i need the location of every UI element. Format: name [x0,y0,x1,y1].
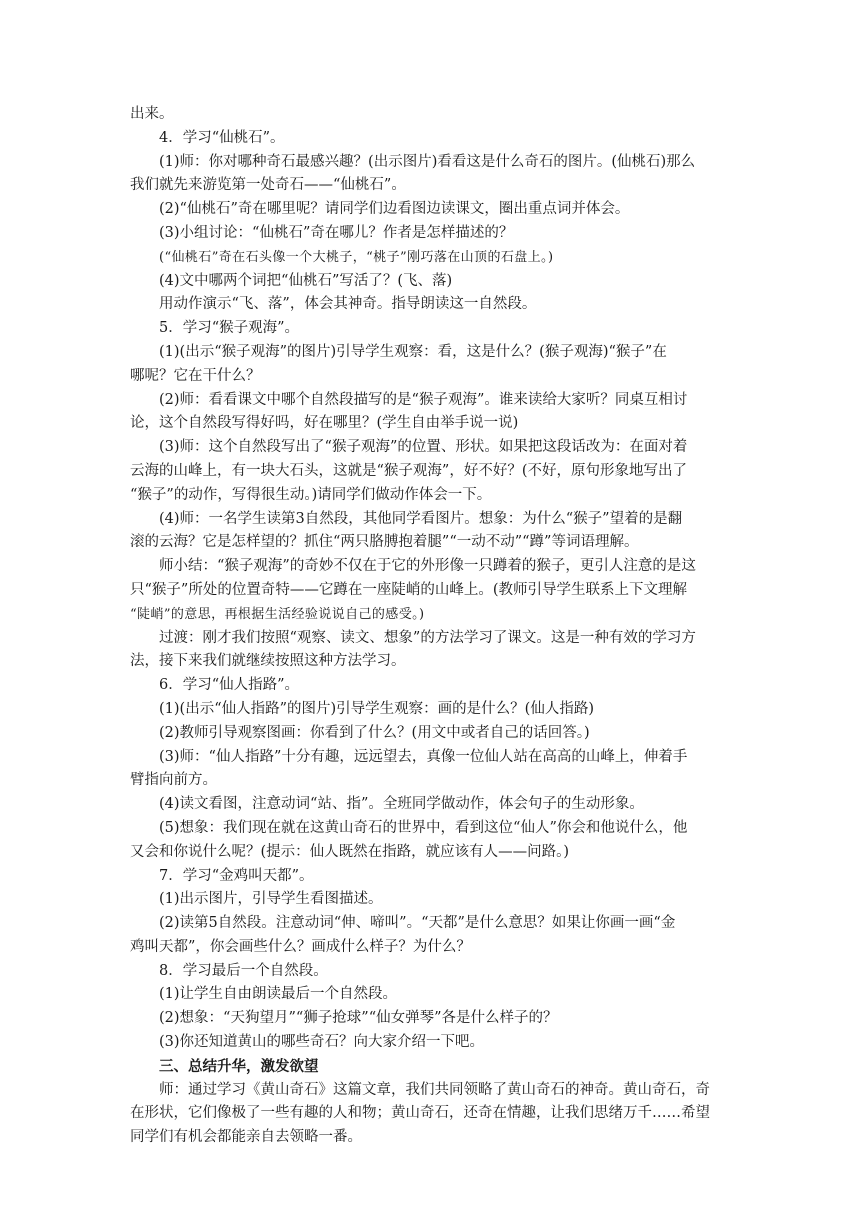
text-line: “陡峭”的意思，再根据生活经验说说自己的感受。) [130,606,425,622]
text-line: (1)(出示“猴子观海”的图片)引导学生观察：看，这是什么？(猴子观海)“猴子”在 [159,343,667,360]
text-line: (3)小组讨论：“仙桃石”奇在哪儿？作者是怎样描述的？ [159,224,514,241]
text-line: 8．学习最后一个自然段。 [159,962,328,979]
text-line: (1)让学生自由朗读最后一个自然段。 [159,986,398,1003]
text-line: (5)想象：我们现在就在这黄山奇石的世界中，看到这位“仙人”你会和他说什么，他 [159,819,688,836]
text-line: (3)师：这个自然段写出了“猴子观海”的位置、形状。如果把这段话改为：在面对着 [159,439,688,456]
text-line: (4)师：一名学生读第3自然段，其他同学看图片。想象：为什么“猴子”望着的是翻 [159,510,683,527]
text-line: 5．学习“猴子观海”。 [159,320,300,337]
text-line: 同学们有机会都能亲自去领略一番。 [130,1129,362,1146]
text-line: 滚的云海？它是怎样望的？抓住“两只胳膊抱着腿”“一动不动”“蹲”等词语理解。 [130,534,639,551]
text-line: 用动作演示“飞、落”，体会其神奇。指导朗读这一自然段。 [159,296,537,313]
text-line: 师小结：“猴子观海”的奇妙不仅在于它的外形像一只蹲着的猴子，更引人注意的是这 [159,558,696,575]
text-line: (4)读文看图，注意动词“站、指”。全班同学做动作，体会句子的生动形象。 [159,796,644,813]
text-line: (3)师：“仙人指路”十分有趣，远远望去，真像一位仙人站在高高的山峰上，伸着手 [159,748,688,765]
text-line: “猴子”的动作，写得很生动。)请同学们做动作体会一下。 [130,486,492,503]
text-line: 过渡：刚才我们按照“观察、读文、想象”的方法学习了课文。这是一种有效的学习方 [159,629,696,646]
text-line: (2)教师引导观察图画：你看到了什么？(用文中或者自己的话回答。) [159,724,590,741]
text-line: (2)想象：“天狗望月”“狮子抢球”“仙女弹琴”各是什么样子的？ [159,1010,558,1027]
text-line: 云海的山峰上，有一块大石头，这就是“猴子观海”，好不好？(不好，原句形象地写出了 [130,462,687,479]
text-line: (2)读第5自然段。注意动词“伸、啼叫”。“天都”是什么意思？如果让你画一画“金 [159,915,676,932]
text-line: 我们就先来游览第一处奇石——“仙桃石”。 [130,177,406,194]
text-line: (3)你还知道黄山的哪些奇石？向大家介绍一下吧。 [159,1034,485,1051]
text-line: 法，接下来我们就继续按照这种方法学习。 [130,653,406,670]
text-line: 4．学习“仙桃石”。 [159,129,285,146]
section-heading: 三、总结升华，激发欲望 [159,1057,319,1075]
text-line: 又会和你说什么呢？(提示：仙人既然在指路，就应该有人——问路。) [130,843,570,860]
text-line: 臂指向前方。 [130,772,217,789]
text-line: 出来。 [130,106,174,122]
text-line: 只“猴子”所处的位置奇特——它蹲在一座陡峭的山峰上。(教师引导学生联系上下文理解 [130,581,687,598]
text-line: (“仙桃石”奇在石头像一个大桃子，“桃子”刚巧落在山顶的石盘上。) [159,249,554,265]
text-line: 论，这个自然段写得好吗，好在哪里？(学生自由举手说一说) [130,415,519,432]
text-line: (4)文中哪两个词把“仙桃石”写活了？(飞、落) [159,272,453,289]
text-line: (1)师：你对哪种奇石最感兴趣？(出示图片)看看这是什么奇石的图片。(仙桃石)那么 [159,153,696,170]
text-line: 哪呢？它在干什么？ [130,367,261,384]
text-line: (2)“仙桃石”奇在哪里呢？请同学们边看图边读课文，圈出重点词并体会。 [159,201,630,218]
text-line: 鸡叫天都”，你会画些什么？画成什么样子？为什么？ [130,938,471,955]
text-line: (2)师：看看课文中哪个自然段描写的是“猴子观海”。谁来读给大家听？同桌互相讨 [159,391,688,408]
lesson-text [130,103,732,1150]
text-line: 6．学习“仙人指路”。 [159,677,300,694]
text-line: (1)(出示“仙人指路”的图片)引导学生观察：画的是什么？(仙人指路) [159,700,594,717]
text-line: 在形状，它们像极了一些有趣的人和物；黄山奇石，还奇在情趣，让我们思绪万千……希望 [130,1105,710,1122]
text-line: (1)出示图片，引导学生看图描述。 [159,891,383,908]
text-line: 师：通过学习《黄山奇石》这篇文章，我们共同领略了黄山奇石的神奇。黄山奇石，奇 [159,1081,710,1098]
text-line: 7．学习“金鸡叫天都”。 [159,867,314,884]
